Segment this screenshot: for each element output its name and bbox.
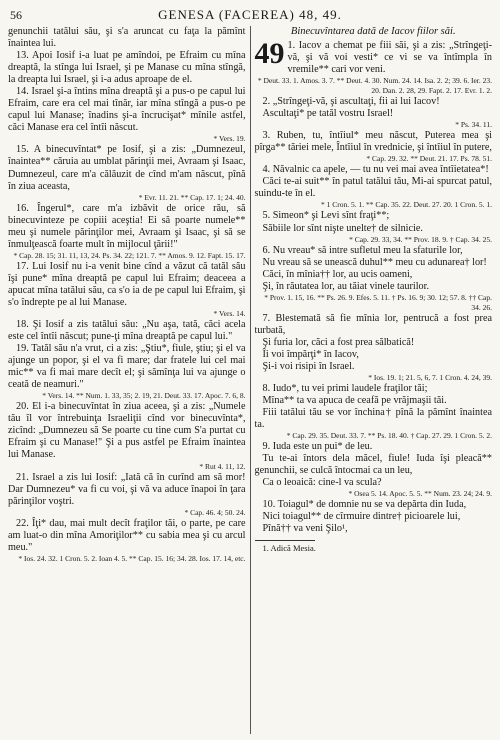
chapter-number: 49 [254, 37, 285, 70]
verse-paragraph: Şi furia lor, căci a fost prea sălbatică! [262, 336, 415, 348]
verse-paragraph: 9. Iuda este un pui* de leu. [262, 441, 373, 453]
verse-paragraph: Tu te-ai întors dela măcel, fiule! Iuda îşi pleacă** genunchii, se culcă întocmai ca un leu, [254, 453, 492, 477]
verse-paragraph: 5. Simeon* şi Levi sînt fraţi**; [262, 210, 390, 222]
verse-paragraph: 20. El i-a binecuvîntat în ziua aceea, şi a zis: „Numele tău îl vor întrebuinţa Israeliţii cînd vor binecuvînta*, zicînd: „Dumnezeu să Se poarte cu tine cum S'a purtat cu Efraim şi cu Manase!" Şi a pus astfel pe Efraim înaintea lui Manase. [8, 401, 246, 461]
verse-paragraph: Îi voi împărţi* în Iacov, [262, 348, 359, 360]
running-title: GENESA (FACEREA) 48, 49. [158, 7, 342, 22]
verse-paragraph: Căci te-ai suit** în patul tatălui tău, Mi-ai spurcat patul, suindu-te în el. [254, 176, 492, 200]
verse-paragraph: 10. Toiagul* de domnie nu se va depărta din Iuda, [262, 499, 467, 511]
section-title: Binecuvîntarea dată de Iacov fiilor săi. [290, 26, 456, 37]
cross-reference: * Cap. 29. 33, 34. ** Prov. 18. 9. † Cap. 34. 25. [349, 234, 492, 244]
verse-paragraph: 14. Israel şi-a întins mîna dreaptă şi a pus-o pe capul lui Efraim, care era cel mai tînăr, iar mîna stîngă a pus-o pe capul lui Manase; înadins şi-a încrucişat* mînile astfel, căci Manase era cel întîi născut. [8, 86, 246, 134]
cross-reference: * Vers. 14. ** Num. 1. 33, 35; 2. 19, 21. Deut. 33. 17. Apoc. 7. 6, 8. [42, 391, 246, 401]
verse-paragraph: 2. „Strîngeţi-vă, şi ascultaţi, fii ai lui Iacov! [262, 96, 440, 108]
verse-paragraph: 19. Tatăl său n'a vrut, ci a zis: „Ştiu*, fiule, ştiu; şi el va ajunge un popor, şi el va fi mare; dar fratele lui cel mai mic** va fi mai mare decît el; şi sămînţa lui va ajunge o ceată de neamuri." [8, 343, 246, 391]
verse-paragraph: Căci, în mînia†† lor, au ucis oameni, [262, 268, 413, 280]
verse-paragraph: Mîna** ta va apuca de ceafă pe vrăjmaşii tăi. [262, 395, 447, 407]
verse-paragraph: Fiii tatălui tău se vor închina† pînă la pămînt înaintea ta. [254, 407, 492, 431]
verse-paragraph: 21. Israel a zis lui Iosif: „Iată că în curînd am să mor! Dar Dumnezeu* va fi cu voi, şi vă va aduce înapoi în ţara părinţilor voştri. [8, 471, 246, 507]
text-columns [8, 26, 492, 734]
footnote: 1. Adică Mesia. [262, 542, 316, 553]
verse-paragraph: 17. Lui Iosif nu i-a venit bine cînd a văzut că tatăl său îşi pune* mîna dreaptă pe capul lui Efraim; deaceea a apucat mîna tatălui său, ca s'o ia de pe capul lui Efraim, şi s'o îndrepte pe al lui Manase. [8, 260, 246, 308]
verse-paragraph: 3. Ruben, tu, întîiul* meu născut, Puterea mea şi pîrga** tăriei mele, Întîiul în vrednicie, şi întîiul în putere, [254, 130, 492, 154]
verse-paragraph: 16. Îngerul*, care m'a izbăvit de orice rău, să binecuvinteze pe copiii aceştia! Ei să poarte numele** meu şi numele părinţilor mei, Avraam şi Isaac, şi să se înmulţească foarte mult în mijlocul ţării!" [8, 202, 246, 250]
cross-reference: * Prov. 1. 15, 16. ** Ps. 26. 9. Efes. 5. 11. † Ps. 16. 9; 30. 12; 57. 8. †† Cap. 34. 26. [264, 292, 492, 312]
verse-paragraph: 1. Iacov a chemat pe fiii săi, şi a zis: „Strîngeţi-vă, şi vă voi vesti* ce vi se va întîmpla în vremile** cari vor veni. [287, 40, 492, 76]
cross-reference: * Ps. 34. 11. [455, 120, 492, 130]
verse-paragraph: 7. Blestemată să fie mînia lor, pentrucă a fost prea turbată, [254, 312, 492, 336]
verse-paragraph: 6. Nu vreau* să intre sufletul meu la sfaturile lor, [262, 244, 463, 256]
verse-paragraph: genunchii tatălui său, şi s'a aruncat cu faţa la pămînt înaintea lui. [8, 26, 246, 50]
chapter-start [254, 37, 493, 76]
cross-reference: * Osea 5. 14. Apoc. 5. 5. ** Num. 23. 24; 24. 9. [348, 489, 492, 499]
cross-reference: * Evr. 11. 21. ** Cap. 17. 1; 24. 40. [138, 192, 246, 202]
verse-paragraph: 15. A binecuvîntat* pe Iosif, şi a zis: „Dumnezeul, înaintea** căruia au umblat părinţii mei, Avraam şi Isaac, Dumnezeul, care m'a călăuzit de cînd m'am născut, pînă în ziua aceasta, [8, 144, 246, 192]
cross-reference: * Cap. 29. 35. Deut. 33. 7. ** Ps. 18. 40. † Cap. 27. 29. 1 Cron. 5. 2. [286, 431, 492, 441]
verse-paragraph: 13. Apoi Iosif i-a luat pe amîndoi, pe Efraim cu mîna dreaptă, la stînga lui Israel, şi pe Manase cu mîna stîngă, la dreapta lui Israel, şi i-a adus aproape de el. [8, 50, 246, 86]
cross-reference: * Cap. 46. 4; 50. 24. [184, 507, 246, 517]
cross-reference: * Vers. 19. [213, 134, 246, 144]
verse-paragraph: Şi, în răutatea lor, au tăiat vinele taurilor. [262, 280, 429, 292]
verse-paragraph: Nu vreau să se unească duhul** meu cu adunarea† lor! [262, 256, 487, 268]
page-header [8, 6, 492, 24]
verse-paragraph: Ca o leoaică: cine-l va scula? [262, 477, 382, 489]
page-number: 56 [10, 8, 22, 22]
footnote-divider [255, 540, 315, 541]
verse-paragraph: Ascultaţi* pe tatăl vostru Israel! [262, 108, 394, 120]
cross-reference: * Ios. 24. 32. 1 Cron. 5. 2. Ioan 4. 5. ** Cap. 15. 16; 34. 28. Ios. 17. 14, etc. [18, 553, 246, 563]
verse-paragraph: 18. Şi Iosif a zis tatălui său: „Nu aşa, tată, căci acela este cel întîi născut; pune-ţi mîna dreaptă pe capul lui." [8, 318, 246, 343]
verse-paragraph: 4. Năvalnic ca apele, — tu nu vei mai avea întîietatea*! [262, 164, 489, 176]
verse-paragraph: 22. Îţi* dau, mai mult decît fraţilor tăi, o parte, pe care am luat-o din mîna Amoriţilor** cu sabia mea şi cu arcul meu." [8, 517, 246, 553]
cross-reference: * 1 Cron. 5. 1. ** Cap. 35. 22. Deut. 27. 20. 1 Cron. 5. 1. [320, 200, 492, 210]
cross-reference: * Ios. 19. 1; 21. 5, 6, 7. 1 Cron. 4. 24, 39. [368, 372, 492, 382]
verse-paragraph: Pînă†† va veni Şilo¹, [262, 523, 348, 535]
cross-reference: * Cap. 28. 15; 31. 11, 13, 24. Ps. 34. 22; 121. 7. ** Amos. 9. 12. Fapt. 15. 17. [13, 250, 246, 260]
right-column [250, 26, 493, 734]
cross-reference: * Vers. 14. [213, 308, 246, 318]
verse-paragraph: Nici toiagul** de cîrmuire dintre† picioarele lui, [262, 511, 461, 523]
verse-paragraph: Săbiile lor sînt nişte unelte† de silnicie. [262, 222, 423, 234]
left-column [8, 26, 250, 734]
right-column-verses [255, 76, 493, 535]
verse-paragraph: Şi-i voi risipi în Israel. [262, 360, 355, 372]
verse-paragraph: 8. Iudo*, tu vei primi laudele fraţilor tăi; [262, 382, 428, 394]
cross-reference: * Rut 4. 11, 12. [199, 461, 246, 471]
cross-reference: * Deut. 33. 1. Amos. 3. 7. ** Deut. 4. 30. Num. 24. 14. Isa. 2. 2; 39. 6. Ier. 23. 20. Dan. 2. 28, 29. Fapt. 2. 17. Evr. 1. 2. [257, 76, 492, 96]
cross-reference: * Cap. 29. 32. ** Deut. 21. 17. Ps. 78. 51. [366, 154, 492, 164]
